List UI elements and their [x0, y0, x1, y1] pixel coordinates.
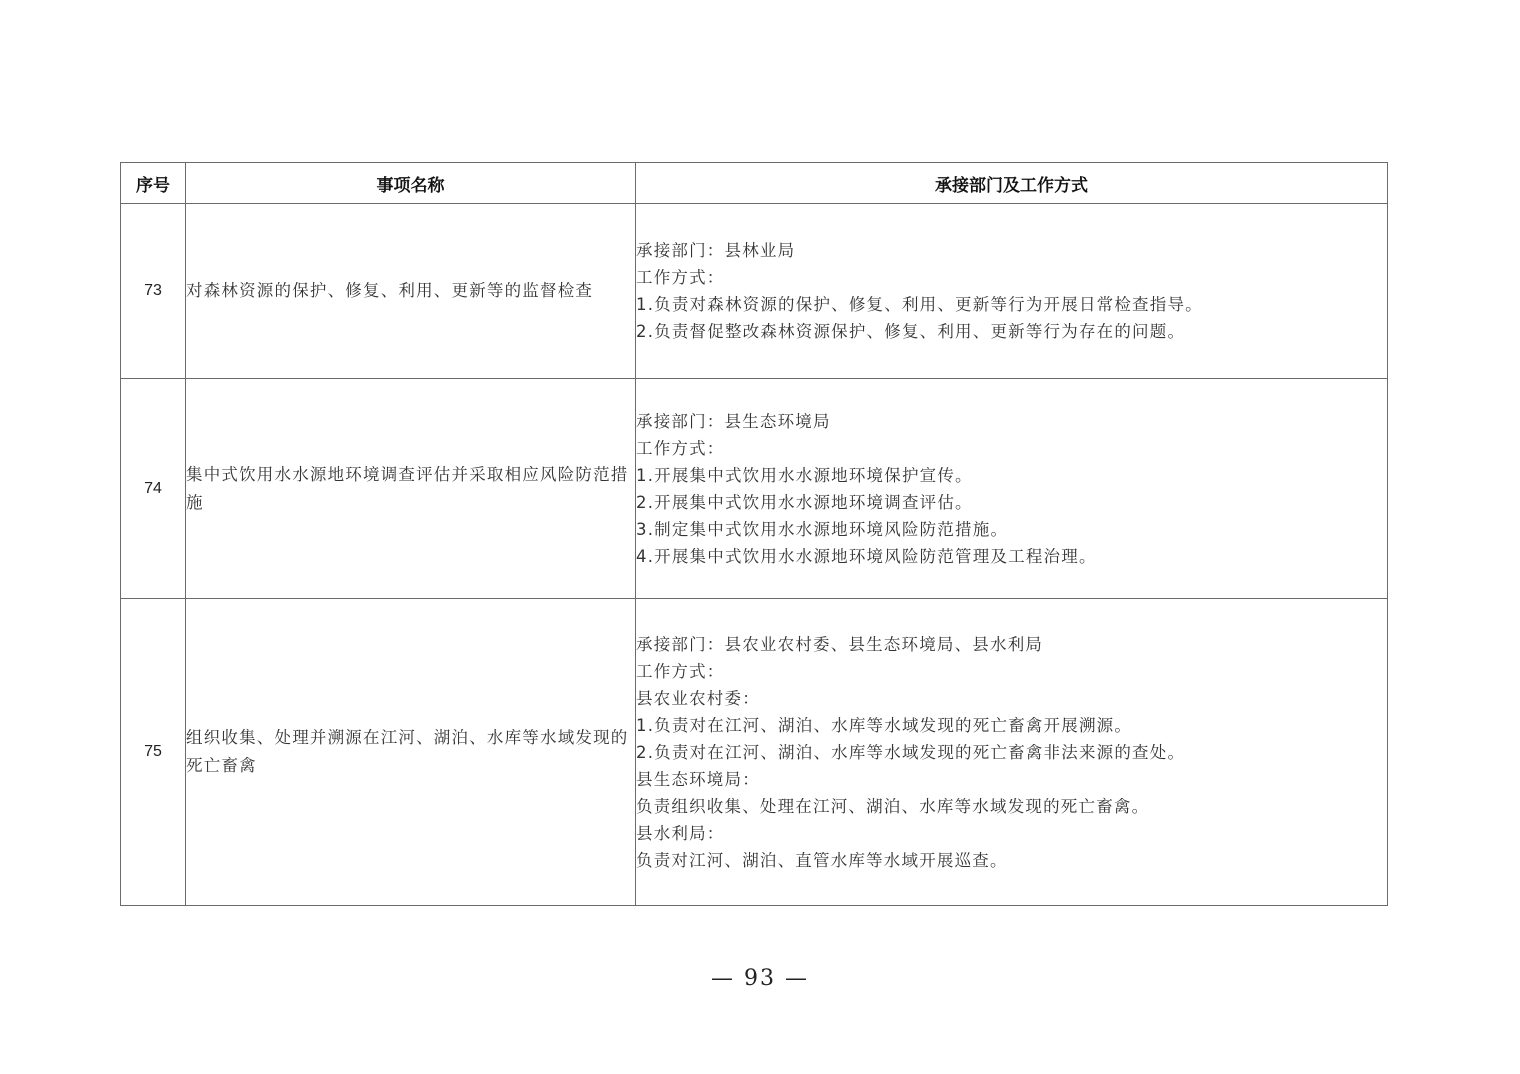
dept-line: 2.开展集中式饮用水水源地环境调查评估。 [636, 492, 973, 512]
department-method [636, 204, 1388, 379]
table-header-row [121, 163, 1388, 204]
dept-line: 承接部门：县生态环境局 [636, 411, 831, 431]
header-serial-number: 序号 [121, 163, 186, 204]
header-department-method: 承接部门及工作方式 [636, 163, 1388, 204]
header-matter-name: 事项名称 [186, 163, 636, 204]
dept-line: 负责组织收集、处理在江河、湖泊、水库等水域发现的死亡畜禽。 [636, 796, 1150, 816]
table-row [121, 204, 1388, 379]
dept-line: 4.开展集中式饮用水水源地环境风险防范管理及工程治理。 [636, 546, 1097, 566]
dept-line: 县生态环境局： [636, 769, 760, 789]
dept-line: 1.负责对在江河、湖泊、水库等水域发现的死亡畜禽开展溯源。 [636, 715, 1133, 735]
dept-line: 承接部门：县农业农村委、县生态环境局、县水利局 [636, 634, 1044, 654]
dept-line: 2.负责督促整改森林资源保护、修复、利用、更新等行为存在的问题。 [636, 322, 1186, 341]
dept-line: 3.制定集中式饮用水水源地环境风险防范措施。 [636, 519, 1009, 539]
matters-table [120, 162, 1388, 906]
row-number: 74 [121, 379, 186, 599]
row-number: 73 [121, 204, 186, 379]
dept-line: 工作方式： [636, 268, 725, 287]
dept-line: 工作方式： [636, 661, 725, 681]
dept-line: 县水利局： [636, 823, 725, 843]
matter-name: 集中式饮用水水源地环境调查评估并采取相应风险防范措施 [186, 379, 636, 599]
table-row [121, 379, 1388, 599]
dept-line: 1.开展集中式饮用水水源地环境保护宣传。 [636, 465, 973, 485]
dept-line: 负责对江河、湖泊、直管水库等水域开展巡查。 [636, 850, 1008, 870]
table-row [121, 599, 1388, 906]
department-method [636, 599, 1388, 906]
department-method [636, 379, 1388, 599]
dept-line: 县农业农村委： [636, 688, 760, 708]
matter-name: 对森林资源的保护、修复、利用、更新等的监督检查 [186, 204, 636, 379]
matter-name: 组织收集、处理并溯源在江河、湖泊、水库等水域发现的死亡畜禽 [186, 599, 636, 906]
dept-line: 1.负责对森林资源的保护、修复、利用、更新等行为开展日常检查指导。 [636, 295, 1203, 314]
dept-line: 2.负责对在江河、湖泊、水库等水域发现的死亡畜禽非法来源的查处。 [636, 742, 1186, 762]
row-number: 75 [121, 599, 186, 906]
dept-line: 承接部门：县林业局 [636, 241, 796, 260]
dept-line: 工作方式： [636, 438, 725, 458]
page-number: — 93 — [711, 966, 809, 991]
